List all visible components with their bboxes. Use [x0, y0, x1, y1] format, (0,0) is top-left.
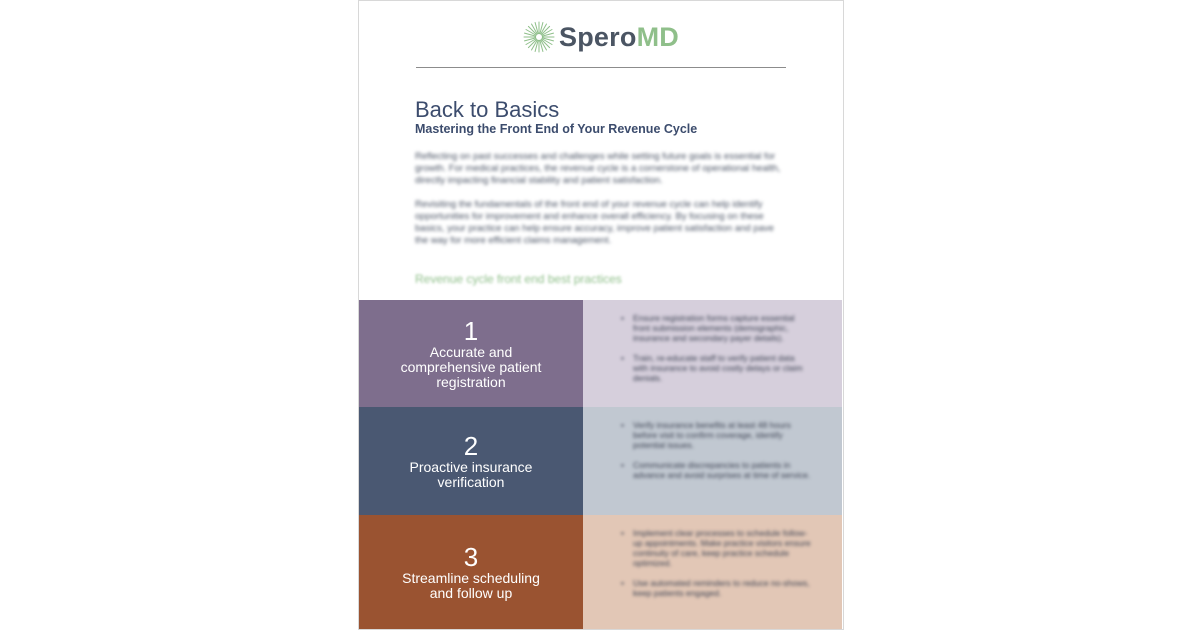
step-2-details [583, 407, 842, 515]
header-divider [416, 67, 786, 68]
step-row-2 [359, 407, 842, 515]
step-2-label: Proactive insurance verification [409, 459, 533, 490]
page-title: Back to Basics [415, 97, 560, 122]
intro-paragraph-2: Revisiting the fundamentals of the front end of your revenue cycle can help identify opportunities for improvement and enhance overall efficiency. By focusing on these basics, your practice can help ensure accuracy, improve patient satisfaction and pave the way for more efficient claims management. [415, 199, 774, 246]
step-3-panel [359, 515, 583, 629]
brand-name-md: MD [636, 21, 679, 52]
step-3-bullet-2: • Use automated reminders to reduce no-shows, keep patients engaged. [621, 578, 812, 598]
document-page [358, 0, 844, 630]
starburst-logo-icon [523, 21, 555, 53]
intro-paragraph-1: Reflecting on past successes and challenges while setting future goals is essential for growth. For medical practices, the revenue cycle is a cornerstone of operational health, directly impacting financial stability and patient satisfaction. [415, 151, 781, 186]
brand-name [559, 22, 679, 53]
step-2-panel [359, 407, 583, 515]
step-3-bullet-1: • Implement clear processes to schedule follow-up appointments. Make practice visitors ensure continuity of care, keep practice schedule optimized. [621, 528, 812, 568]
logo [359, 19, 843, 55]
step-2-number: 2 [463, 431, 479, 461]
step-row-1 [359, 300, 842, 407]
step-3-details [583, 515, 842, 629]
brand-name-spero: Spero [559, 21, 637, 52]
step-1-number: 1 [463, 316, 479, 346]
step-3-label: Streamline scheduling and follow up [402, 570, 540, 601]
step-2-bullet-1: • Verify insurance benefits at least 48 hours before visit to confirm coverage, identify potential issues. [621, 420, 812, 450]
step-1-bullet-1: • Ensure registration forms capture essential front submission elements (demographic, insurance and secondary payer details). [621, 313, 812, 343]
step-row-3 [359, 515, 842, 629]
step-1-panel [359, 300, 583, 407]
section-heading: Revenue cycle front end best practices [415, 272, 622, 286]
step-2-bullet-2: • Communicate discrepancies to patients in advance and avoid surprises at time of service. [621, 460, 812, 480]
step-1-bullet-2: • Train, re-educate staff to verify patient data with insurance to avoid costly delays or claim denials. [621, 353, 812, 383]
page-subtitle: Mastering the Front End of Your Revenue Cycle [415, 122, 698, 136]
step-3-number: 3 [463, 542, 479, 572]
step-1-details [583, 300, 842, 407]
step-1-label: Accurate and comprehensive patient registration [400, 344, 542, 390]
